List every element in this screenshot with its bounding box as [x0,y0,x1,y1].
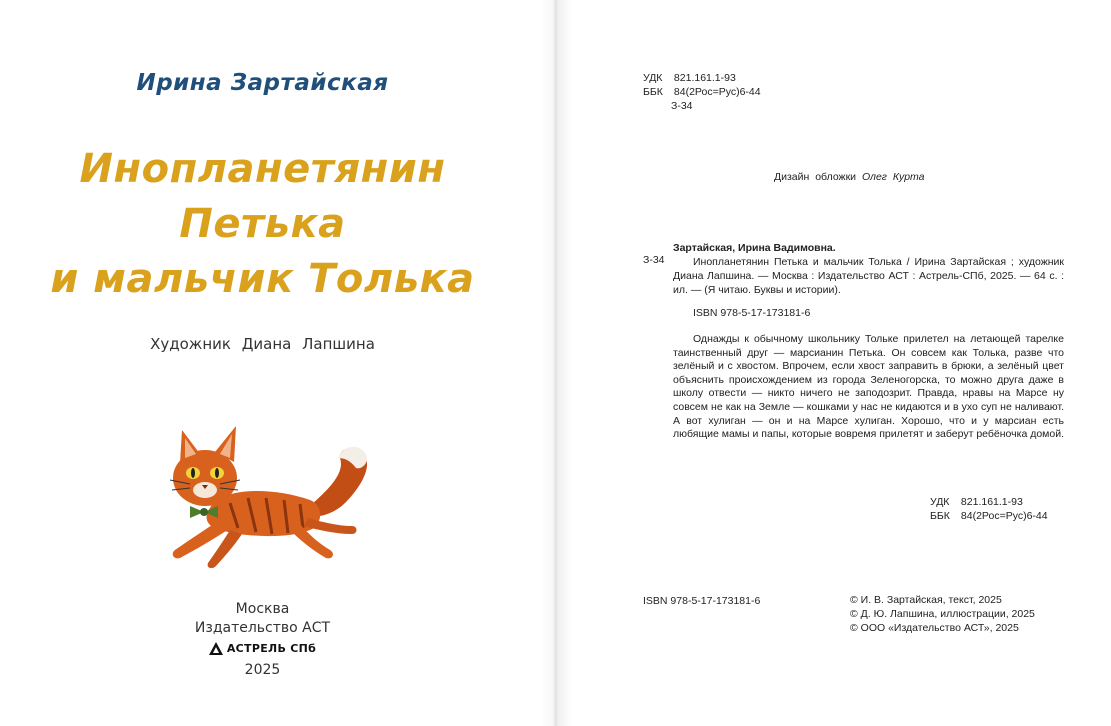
bibliographic-record [673,241,1064,297]
illustrator-credit: Художник Диана Лапшина [150,335,375,353]
udk-value: 821.161.1-93 [673,72,736,84]
astrel-logo-row [0,638,525,661]
astrel-triangle-icon [209,642,223,655]
copyright-line-3: © ООО «Издательство АСТ», 2025 [850,622,1019,634]
astrel-logo [209,639,316,658]
udk-block-top: УДК 821.161.1-93 ББК 84(2Рос=Рус)6-44 З-34 [643,72,761,112]
imprint-year: 2025 [244,662,281,678]
isbn-bottom: ISBN 978-5-17-173181-6 [643,595,761,607]
udk-block-bottom: УДК 821.161.1-93 ББК 84(2Рос=Рус)6-44 [930,496,1048,522]
bib-description: Инопланетянин Петька и мальчик Толька / Ирина Зартайская ; художник Диана Лапшина. — Москва : Издательство АСТ : Астрель-СПб, 2025. — 64 с. : ил. — (Я читаю. Буквы и истории). [673,256,1064,296]
author-name: Ирина Зартайская [136,70,389,96]
annotation-text: Однажды к обычному школьнику Тольке прилетел на летающей тарелке таинственный друг — марсианин Петька. Он совсем как Толька, разве что зелёный и с хвостом. Впрочем, если хвост заправить в брюки, а зелёный цвет объяснить происхождением из города Зеленогорска, то можно друга даже в школу отвести — никто ничего не заподозрит. Правда, нравы на Марсе ну совсем не как на Земле — кошками у нас не кидаются и в ухо суп не наливают. А вот хулиган — он и на Марсе хулиган. Хорошо, что и у марсиан есть любящие мамы и папы, которые вовремя прилетят и заберут ребёночка домой. [673,333,1065,441]
title-line-1: Инопланетянин [79,146,446,192]
astrel-logo-text: АСТРЕЛЬ СПб [226,642,317,655]
imprint [0,600,525,680]
book-title [0,142,525,307]
author-mark: З-34 [671,100,693,112]
cover-design-credit [774,171,925,183]
cover-design-label: Дизайн обложки [774,171,857,183]
copyright-line-1: © И. В. Зартайская, текст, 2025 [850,594,1002,606]
copyright-line-2: © Д. Ю. Лапшина, иллюстрации, 2025 [850,608,1035,620]
bib-author-mark: З-34 [643,254,665,266]
copyright-block [850,593,1035,635]
imprint-city: Москва [235,601,290,617]
title-line-3: и мальчик Толька [50,256,475,302]
isbn-in-record: ISBN 978-5-17-173181-6 [693,307,811,319]
bib-author: Зартайская, Ирина Вадимовна. [673,242,836,254]
bbk-value: 84(2Рос=Рус)6-44 [673,86,761,98]
imprint-publisher: Издательство АСТ [194,620,331,636]
cover-designer-name: Олег Курта [861,171,925,183]
cat-illustration [160,418,375,573]
title-line-2: Петька [179,201,346,247]
